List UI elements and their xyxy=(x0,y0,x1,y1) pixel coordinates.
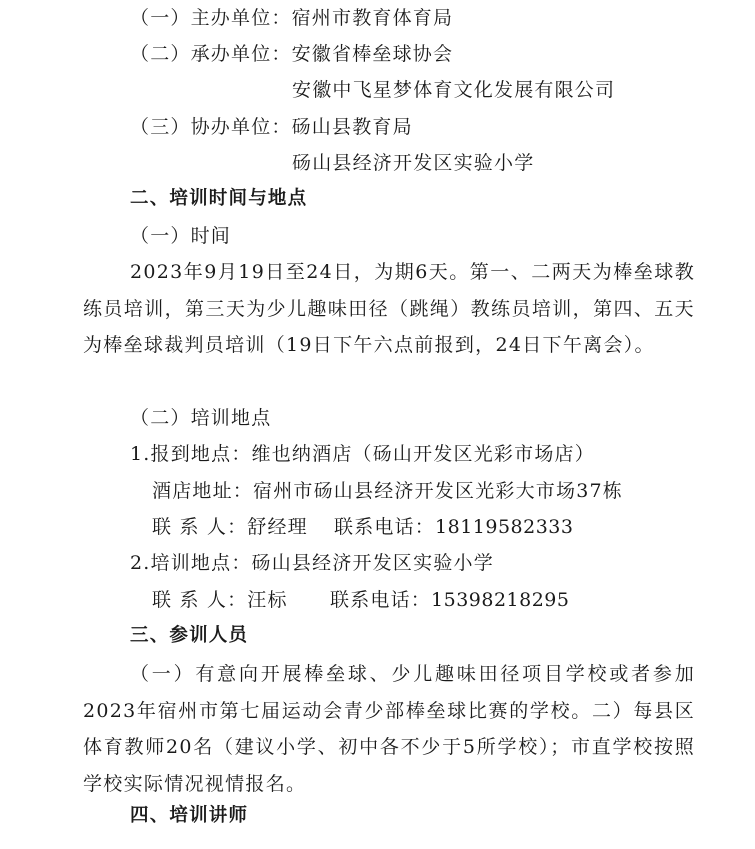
contact2-line xyxy=(152,588,288,612)
co-label: （三）协办单位： xyxy=(130,116,292,138)
time-heading: （一）时间 xyxy=(130,225,232,247)
co-value-1: 砀山县教育局 xyxy=(291,116,413,138)
time-paragraph: 2023年9月19日至24日，为期6天。第一、二两天为棒垒球教练员培训，第三天为少儿趣味田径（跳绳）教练员培训，第四、五天为棒垒球裁判员培训（19日下午六点前报到，24日下午离会）。 xyxy=(83,261,695,356)
undertaker-label: （二）承办单位： xyxy=(130,43,292,65)
undertaker-value-1: 安徽省棒垒球协会 xyxy=(291,43,454,65)
section3-paragraph: （一）有意向开展棒垒球、少儿趣味田径项目学校或者参加2023年宿州市第七届运动会青少部棒垒球比赛的学校。二）每县区体育教师20名（建议小学、初中各不少于5所学校）；市直学校按照学校实际情况视情报名。 xyxy=(83,663,695,795)
contact1-phone-line xyxy=(334,515,574,539)
checkin-line: 1.报到地点：维也纳酒店（砀山开发区光彩市场店） xyxy=(130,443,595,465)
contact2-phone-line xyxy=(330,588,570,612)
contact1-phone: 18119582333 xyxy=(435,516,574,538)
host-value: 宿州市教育体育局 xyxy=(291,7,454,29)
contact1-phone-label: 联系电话： xyxy=(334,516,436,538)
section3-heading: 三、参训人员 xyxy=(130,625,249,646)
contact2-phone-label: 联系电话： xyxy=(330,589,432,611)
host-line xyxy=(130,6,453,30)
undertaker-value-2: 安徽中飞星梦体育文化发展有限公司 xyxy=(292,79,616,101)
place-heading: （二）培训地点 xyxy=(130,407,272,429)
section4-heading: 四、培训讲师 xyxy=(130,805,249,826)
undertaker-line xyxy=(130,42,453,66)
hotel-address-line: 酒店地址：宿州市砀山县经济开发区光彩大市场37栋 xyxy=(152,480,623,502)
contact1-line xyxy=(152,515,308,539)
co-value-2: 砀山县经济开发区实验小学 xyxy=(292,152,535,174)
contact2-phone: 15398218295 xyxy=(431,589,570,611)
co-organizer-line xyxy=(130,115,413,139)
host-label: （一）主办单位： xyxy=(130,7,292,29)
contact1-name: 舒经理 xyxy=(247,516,308,538)
contact2-label: 联 系 人： xyxy=(152,589,248,611)
contact1-label: 联 系 人： xyxy=(152,516,248,538)
contact2-name: 汪标 xyxy=(247,589,288,611)
section2-heading: 二、培训时间与地点 xyxy=(130,188,308,209)
training-site-line: 2.培训地点：砀山县经济开发区实验小学 xyxy=(130,552,494,574)
